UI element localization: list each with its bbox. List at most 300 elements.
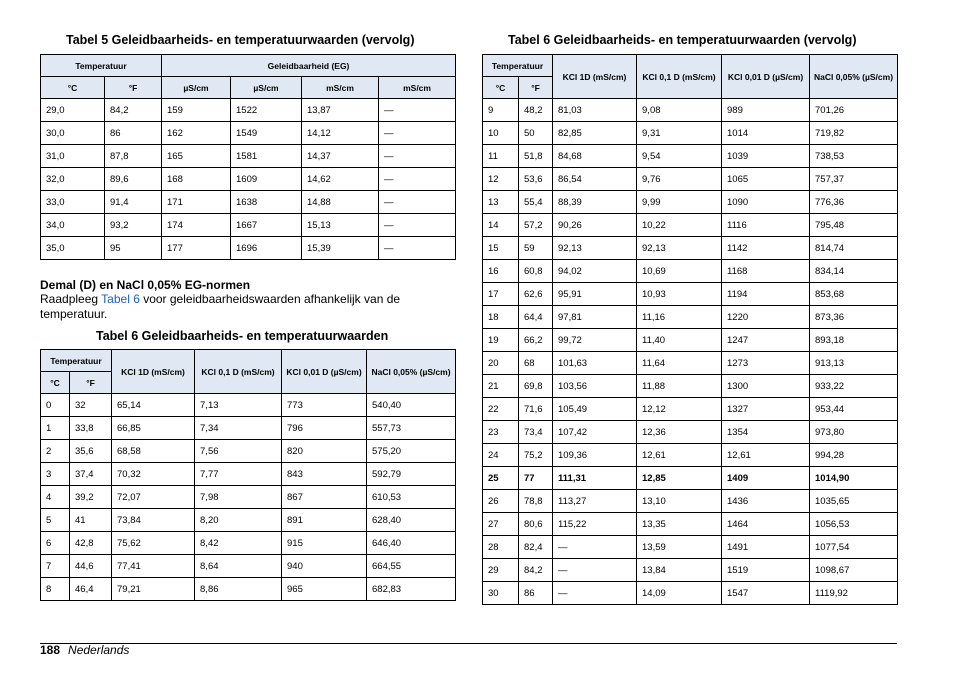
table-cell: 1056,53 — [810, 513, 898, 536]
unit-header: mS/cm — [302, 77, 379, 99]
table6-part2 — [482, 54, 898, 605]
table-cell: 1547 — [722, 582, 810, 605]
table-cell: 65,14 — [112, 394, 195, 417]
table-cell: 3 — [41, 463, 70, 486]
page-number: 188 — [40, 643, 61, 657]
table-cell: 8,42 — [195, 532, 282, 555]
table-cell: 1142 — [722, 237, 810, 260]
table-cell: 592,79 — [367, 463, 456, 486]
table-cell: 10,22 — [637, 214, 722, 237]
table-cell: 77,41 — [112, 555, 195, 578]
table-cell: 162 — [162, 122, 231, 145]
table-cell: — — [379, 191, 456, 214]
table-row — [483, 352, 898, 375]
table-cell: 82,4 — [519, 536, 553, 559]
table-cell: 64,4 — [519, 306, 553, 329]
table-cell: 22 — [483, 398, 519, 421]
table-row — [483, 582, 898, 605]
table-cell: 933,22 — [810, 375, 898, 398]
table-cell: 35,6 — [70, 440, 112, 463]
table-cell: 1039 — [722, 145, 810, 168]
table-cell: 62,6 — [519, 283, 553, 306]
table-cell: 13,59 — [637, 536, 722, 559]
table-cell: 15 — [483, 237, 519, 260]
table-row — [41, 555, 456, 578]
table-cell: 1409 — [722, 467, 810, 490]
table-cell: 13 — [483, 191, 519, 214]
table-row — [483, 444, 898, 467]
table-cell: 59 — [519, 237, 553, 260]
table-cell: 7,13 — [195, 394, 282, 417]
table-cell: 8 — [41, 578, 70, 601]
table-cell: 4 — [41, 486, 70, 509]
unit-header: °C — [483, 77, 519, 99]
table-cell: 174 — [162, 214, 231, 237]
table-cell: 965 — [282, 578, 367, 601]
table-cell: 664,55 — [367, 555, 456, 578]
table-row — [41, 122, 456, 145]
header-temperature: Temperatuur — [41, 55, 162, 77]
table-cell: 820 — [282, 440, 367, 463]
table-cell: 9,99 — [637, 191, 722, 214]
table-cell: 21 — [483, 375, 519, 398]
table-cell: 57,2 — [519, 214, 553, 237]
table-cell: 1168 — [722, 260, 810, 283]
table-row — [483, 260, 898, 283]
table-cell: 32,0 — [41, 168, 105, 191]
table-row — [483, 99, 898, 122]
table-cell: 14,88 — [302, 191, 379, 214]
table-cell: 103,56 — [553, 375, 637, 398]
table-cell: 853,68 — [810, 283, 898, 306]
table-cell: 1014,90 — [810, 467, 898, 490]
table-cell: 115,22 — [553, 513, 637, 536]
table-cell: 1247 — [722, 329, 810, 352]
section-paragraph — [40, 292, 460, 322]
table-cell: 11,88 — [637, 375, 722, 398]
table-cell: 90,26 — [553, 214, 637, 237]
table6-part1 — [40, 349, 456, 601]
unit-header: °C — [41, 77, 105, 99]
table-cell: 165 — [162, 145, 231, 168]
page-footer — [40, 643, 129, 657]
table-cell: 99,72 — [553, 329, 637, 352]
table-row — [41, 417, 456, 440]
column-header: KCl 0,01 D (µS/cm) — [282, 350, 367, 394]
table-cell: — — [553, 582, 637, 605]
table-cell: 9,54 — [637, 145, 722, 168]
table-cell: 75,62 — [112, 532, 195, 555]
table-cell: 91,4 — [105, 191, 162, 214]
table-cell: — — [379, 214, 456, 237]
table-cell: 109,36 — [553, 444, 637, 467]
table-cell: 33,0 — [41, 191, 105, 214]
table-cell: 776,36 — [810, 191, 898, 214]
table-row — [483, 490, 898, 513]
unit-header: µS/cm — [162, 77, 231, 99]
table-cell: 55,4 — [519, 191, 553, 214]
table-cell: 12,61 — [637, 444, 722, 467]
table-cell: 113,27 — [553, 490, 637, 513]
table-cell: 29 — [483, 559, 519, 582]
table-row — [483, 283, 898, 306]
table-cell: 867 — [282, 486, 367, 509]
table-cell: 69,8 — [519, 375, 553, 398]
table-cell: 8,20 — [195, 509, 282, 532]
table-cell: 575,20 — [367, 440, 456, 463]
unit-header: mS/cm — [379, 77, 456, 99]
table-cell: 13,84 — [637, 559, 722, 582]
table-cell: 1549 — [231, 122, 302, 145]
column-header: KCl 0,1 D (mS/cm) — [195, 350, 282, 394]
table-cell: 11,16 — [637, 306, 722, 329]
paragraph-text-after: voor geleidbaarheidswaarden afhankelijk van de temperatuur. — [40, 292, 401, 321]
column-header: KCl 0,1 D (mS/cm) — [637, 55, 722, 99]
table-cell: 557,73 — [367, 417, 456, 440]
table-cell: — — [379, 122, 456, 145]
paragraph-text-before: Raadpleeg — [40, 292, 102, 306]
table5-caption: Tabel 5 Geleidbaarheids- en temperatuurwaarden (vervolg) — [66, 33, 415, 47]
table-cell: 95,91 — [553, 283, 637, 306]
table-cell: 12,85 — [637, 467, 722, 490]
table-cell: 101,63 — [553, 352, 637, 375]
table-cell: 11,64 — [637, 352, 722, 375]
header-temperature: Temperatuur — [41, 350, 112, 372]
table6-continued-caption: Tabel 6 Geleidbaarheids- en temperatuurwaarden (vervolg) — [508, 33, 857, 47]
table-cell: 540,40 — [367, 394, 456, 417]
table-cell: 7,98 — [195, 486, 282, 509]
table-cell: 111,31 — [553, 467, 637, 490]
table-row — [483, 306, 898, 329]
table-cell: 23 — [483, 421, 519, 444]
table-cell: 29,0 — [41, 99, 105, 122]
table-cell: 757,37 — [810, 168, 898, 191]
table-cell: 891 — [282, 509, 367, 532]
table-row — [483, 513, 898, 536]
table-cell: 81,03 — [553, 99, 637, 122]
table-cell: 1491 — [722, 536, 810, 559]
table-cell: 171 — [162, 191, 231, 214]
table-cell: 7 — [41, 555, 70, 578]
table-cell: 5 — [41, 509, 70, 532]
table-cell: 2 — [41, 440, 70, 463]
table-cell: 10 — [483, 122, 519, 145]
column-header: NaCl 0,05% (µS/cm) — [810, 55, 898, 99]
table-cell: 19 — [483, 329, 519, 352]
table-cell: 1638 — [231, 191, 302, 214]
table-cell: 93,2 — [105, 214, 162, 237]
table-cell: 1119,92 — [810, 582, 898, 605]
table-cell: 87,8 — [105, 145, 162, 168]
table-cell: 0 — [41, 394, 70, 417]
table-cell: 26 — [483, 490, 519, 513]
table-cell: 834,14 — [810, 260, 898, 283]
table-cell: 11,40 — [637, 329, 722, 352]
table-cell: 13,87 — [302, 99, 379, 122]
table-cell: 14,62 — [302, 168, 379, 191]
table-cell: 915 — [282, 532, 367, 555]
table-cell: 92,13 — [637, 237, 722, 260]
unit-header: °F — [105, 77, 162, 99]
table-cell: 1696 — [231, 237, 302, 260]
table-cell: 60,8 — [519, 260, 553, 283]
table-cell: — — [379, 237, 456, 260]
table-cell: 66,85 — [112, 417, 195, 440]
table-cell: 1519 — [722, 559, 810, 582]
table-cell: 1581 — [231, 145, 302, 168]
table-cell: 1065 — [722, 168, 810, 191]
table-cell: 893,18 — [810, 329, 898, 352]
table-cell: 32 — [70, 394, 112, 417]
table-cell: 73,84 — [112, 509, 195, 532]
table-cell: 95 — [105, 237, 162, 260]
column-header: KCl 1D (mS/cm) — [112, 350, 195, 394]
table-cell: 1354 — [722, 421, 810, 444]
table-cell: 1522 — [231, 99, 302, 122]
table-cell: 77 — [519, 467, 553, 490]
table-row — [41, 532, 456, 555]
table-row — [483, 191, 898, 214]
table-cell: 989 — [722, 99, 810, 122]
table-cell: 97,81 — [553, 306, 637, 329]
table-cell: 78,8 — [519, 490, 553, 513]
table-cell: 16 — [483, 260, 519, 283]
table-row — [483, 375, 898, 398]
table-cell: 14 — [483, 214, 519, 237]
table-cell: 30,0 — [41, 122, 105, 145]
table-cell: 1609 — [231, 168, 302, 191]
table-cell: 168 — [162, 168, 231, 191]
table-cell: 738,53 — [810, 145, 898, 168]
table-row — [483, 145, 898, 168]
table-cell: 1098,67 — [810, 559, 898, 582]
table-cell: 873,36 — [810, 306, 898, 329]
table-cell: 953,44 — [810, 398, 898, 421]
table-cell: 9 — [483, 99, 519, 122]
table-cell: 1194 — [722, 283, 810, 306]
table-cell: 86 — [519, 582, 553, 605]
table-cell: 177 — [162, 237, 231, 260]
table-cell: 12 — [483, 168, 519, 191]
column-header: NaCl 0,05% (µS/cm) — [367, 350, 456, 394]
table-cell: 39,2 — [70, 486, 112, 509]
unit-header: °F — [519, 77, 553, 99]
table-cell: 7,77 — [195, 463, 282, 486]
table-row — [483, 168, 898, 191]
table-cell: 105,49 — [553, 398, 637, 421]
table-cell: 8,86 — [195, 578, 282, 601]
table-cell: 11 — [483, 145, 519, 168]
table-cell: — — [379, 168, 456, 191]
table-cell: 973,80 — [810, 421, 898, 444]
table-cell: 34,0 — [41, 214, 105, 237]
table-cell: — — [379, 99, 456, 122]
header-conductivity: Geleidbaarheid (EG) — [162, 55, 456, 77]
table-row — [483, 329, 898, 352]
table-cell: 10,69 — [637, 260, 722, 283]
table-cell: 15,13 — [302, 214, 379, 237]
column-header: KCl 0,01 D (µS/cm) — [722, 55, 810, 99]
table-cell: 13,35 — [637, 513, 722, 536]
table-cell: 51,8 — [519, 145, 553, 168]
table-cell: 84,68 — [553, 145, 637, 168]
table-cell: 25 — [483, 467, 519, 490]
table-cell: 68,58 — [112, 440, 195, 463]
table-cell: 1035,65 — [810, 490, 898, 513]
table-row — [41, 99, 456, 122]
table-cell: 9,31 — [637, 122, 722, 145]
table-cell: 610,53 — [367, 486, 456, 509]
table-cell: 1273 — [722, 352, 810, 375]
table-cell: 31,0 — [41, 145, 105, 168]
header-temperature: Temperatuur — [483, 55, 553, 77]
table-cell: 18 — [483, 306, 519, 329]
table-cell: 68 — [519, 352, 553, 375]
table-cell: 646,40 — [367, 532, 456, 555]
table-cell: 84,2 — [519, 559, 553, 582]
table-cell: 33,8 — [70, 417, 112, 440]
table-cell: 17 — [483, 283, 519, 306]
table-cell: 72,07 — [112, 486, 195, 509]
table-cell: 7,56 — [195, 440, 282, 463]
table-row — [41, 463, 456, 486]
table-cell: 50 — [519, 122, 553, 145]
table-cell: 53,6 — [519, 168, 553, 191]
table-cell: 8,64 — [195, 555, 282, 578]
table-cell: 159 — [162, 99, 231, 122]
table-row — [483, 421, 898, 444]
table-row — [483, 467, 898, 490]
table-cell: 80,6 — [519, 513, 553, 536]
table-cell: 843 — [282, 463, 367, 486]
table-cell: 35,0 — [41, 237, 105, 260]
table-cell: 84,2 — [105, 99, 162, 122]
table-cell: 1327 — [722, 398, 810, 421]
table-cell: 14,12 — [302, 122, 379, 145]
table-row — [483, 398, 898, 421]
table-cell: 1014 — [722, 122, 810, 145]
table-cell: 7,34 — [195, 417, 282, 440]
footer-language: Nederlands — [68, 643, 130, 657]
table-cell: 12,61 — [722, 444, 810, 467]
table-cell: 814,74 — [810, 237, 898, 260]
table-cell: 15,39 — [302, 237, 379, 260]
table-cell: 1300 — [722, 375, 810, 398]
table-cell: 86 — [105, 122, 162, 145]
unit-header: µS/cm — [231, 77, 302, 99]
table-row — [483, 122, 898, 145]
table-cell: 27 — [483, 513, 519, 536]
table-row — [483, 536, 898, 559]
table-cell: 48,2 — [519, 99, 553, 122]
table-row — [41, 191, 456, 214]
section-heading: Demal (D) en NaCl 0,05% EG-normen — [40, 278, 251, 292]
footer-divider — [40, 643, 897, 644]
table-cell: 12,36 — [637, 421, 722, 444]
table-row — [483, 559, 898, 582]
table-cell: 79,21 — [112, 578, 195, 601]
table-cell: — — [553, 536, 637, 559]
table-cell: 107,42 — [553, 421, 637, 444]
table-cell: 940 — [282, 555, 367, 578]
unit-header: °C — [41, 372, 70, 394]
table-cell: 73,4 — [519, 421, 553, 444]
table-cell: 88,39 — [553, 191, 637, 214]
table-cell: 94,02 — [553, 260, 637, 283]
table-cell: 1436 — [722, 490, 810, 513]
table-cell: 1116 — [722, 214, 810, 237]
table6-caption: Tabel 6 Geleidbaarheids- en temperatuurwaarden — [96, 329, 389, 343]
table-cell: 13,10 — [637, 490, 722, 513]
table-cell: 37,4 — [70, 463, 112, 486]
table-cell: 41 — [70, 509, 112, 532]
table6-link[interactable]: Tabel 6 — [101, 292, 140, 306]
table-cell: 994,28 — [810, 444, 898, 467]
table-cell: 628,40 — [367, 509, 456, 532]
table-cell: 913,13 — [810, 352, 898, 375]
table-cell: 701,26 — [810, 99, 898, 122]
column-header: KCl 1D (mS/cm) — [553, 55, 637, 99]
table-cell: 1090 — [722, 191, 810, 214]
table-cell: 28 — [483, 536, 519, 559]
table-row — [41, 509, 456, 532]
table-cell: 75,2 — [519, 444, 553, 467]
table-cell: 44,6 — [70, 555, 112, 578]
table-cell: 82,85 — [553, 122, 637, 145]
table-cell: 773 — [282, 394, 367, 417]
table-row — [41, 214, 456, 237]
table-cell: 1 — [41, 417, 70, 440]
table-cell: 14,37 — [302, 145, 379, 168]
table-cell: 10,93 — [637, 283, 722, 306]
table-cell: 66,2 — [519, 329, 553, 352]
table-cell: 70,32 — [112, 463, 195, 486]
table-cell: 682,83 — [367, 578, 456, 601]
table-cell: 89,6 — [105, 168, 162, 191]
table-row — [41, 145, 456, 168]
table-cell: 20 — [483, 352, 519, 375]
table-cell: 46,4 — [70, 578, 112, 601]
table-row — [483, 214, 898, 237]
table-cell: 719,82 — [810, 122, 898, 145]
table-cell: 1077,54 — [810, 536, 898, 559]
unit-header: °F — [70, 372, 112, 394]
table-row — [41, 168, 456, 191]
table-cell: 9,08 — [637, 99, 722, 122]
table-row — [41, 440, 456, 463]
table-cell: 92,13 — [553, 237, 637, 260]
table-cell: 14,09 — [637, 582, 722, 605]
table-cell: 795,48 — [810, 214, 898, 237]
table-cell: 12,12 — [637, 398, 722, 421]
table-cell: 796 — [282, 417, 367, 440]
table-cell: 1464 — [722, 513, 810, 536]
table-cell: — — [553, 559, 637, 582]
table-cell: 42,8 — [70, 532, 112, 555]
table5 — [40, 54, 456, 260]
table-cell: 1667 — [231, 214, 302, 237]
table-row — [41, 578, 456, 601]
table-row — [41, 394, 456, 417]
table-cell: 1220 — [722, 306, 810, 329]
table-cell: — — [379, 145, 456, 168]
table-row — [483, 237, 898, 260]
table-cell: 71,6 — [519, 398, 553, 421]
table-cell: 30 — [483, 582, 519, 605]
table-row — [41, 237, 456, 260]
table-cell: 9,76 — [637, 168, 722, 191]
table-cell: 6 — [41, 532, 70, 555]
